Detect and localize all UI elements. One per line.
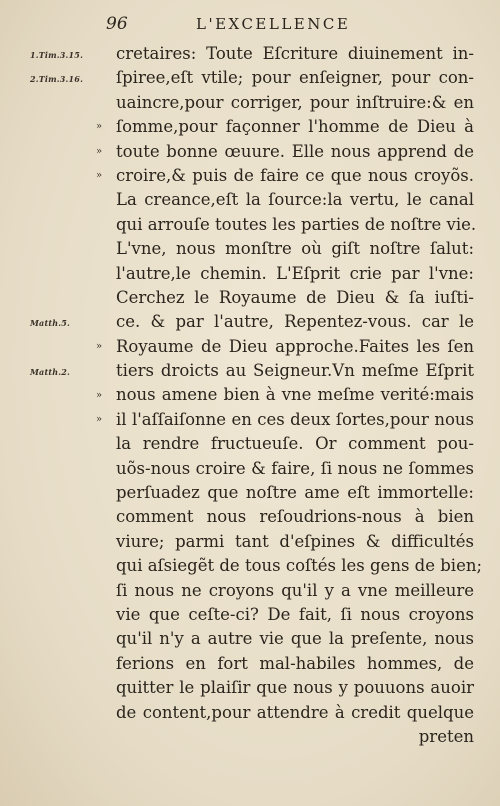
running-title: L'EXCELLENCE <box>196 15 351 33</box>
text-line: ſi nous ne croyons qu'il y a vne meilleure <box>116 580 474 600</box>
text-line: l'autre,le chemin. L'Eſprit crie par l'vne: <box>116 263 474 283</box>
text-line: de content,pour attendre à credit quelque <box>116 702 474 722</box>
text-line: qu'il n'y a autre vie que la preſente, nous <box>116 629 474 649</box>
text-line: La creance,eſt la ſource:la vertu, le canal <box>116 190 474 210</box>
text-line: il l'aſſaiſonne en ces deux ſortes,pour nous <box>116 409 474 429</box>
text-line: Royaume de Dieu approche.Faites les ſen <box>116 336 474 356</box>
text-line: L'vne, nous monſtre où giſt noſtre ſalut: <box>116 239 474 259</box>
text-line: nous amene bien à vne meſme verité:mais <box>116 385 474 405</box>
text-line: croire,& puis de faire ce que nous croyõs. <box>116 165 474 185</box>
text-line: ferions en fort mal-habiles hommes, de <box>116 653 474 673</box>
margin-reference: Matth.5. <box>30 318 70 329</box>
text-line: uaincre,pour corriger, pour inſtruire:& en <box>116 92 474 112</box>
margin-reference: 2.Tim.3.16. <box>30 74 84 85</box>
text-line: cretaires: Toute Eſcriture diuinement in- <box>116 44 474 63</box>
text-line: ſpiree,eſt vtile; pour enſeigner, pour con- <box>116 68 474 88</box>
text-line: tiers droicts au Seigneur.Vn meſme Eſprit <box>116 361 474 381</box>
page-number: 96 <box>106 14 128 34</box>
text-line: qui arrouſe toutes les parties de noſtre vie. <box>116 214 477 234</box>
text-line: quitter le plaiſir que nous y pouuons auoir <box>116 678 474 698</box>
text-line: ce. & par l'autre, Repentez-vous. car le <box>116 312 474 332</box>
quotation-mark: » <box>96 389 103 401</box>
text-line: vie que ceſte-ci? De fait, ſi nous croyons <box>116 604 474 624</box>
text-line: uõs-nous croire & faire, ſi nous ne ſommes <box>116 458 474 478</box>
quotation-mark: » <box>96 145 103 157</box>
text-line: Cerchez le Royaume de Dieu & ſa iuſti- <box>116 287 474 307</box>
text-line: toute bonne œuure. Elle nous apprend de <box>116 141 474 161</box>
text-line: viure; parmi tant d'eſpines & difficultés <box>116 531 474 551</box>
quotation-mark: » <box>96 121 103 133</box>
margin-reference: 1.Tim.3.15. <box>30 50 84 60</box>
text-line: preten <box>418 726 474 746</box>
quotation-mark: » <box>96 340 103 352</box>
text-line: ſomme,pour façonner l'homme de Dieu à <box>116 117 474 137</box>
text-line: la rendre fructueuſe. Or comment pou- <box>116 434 474 454</box>
text-line: perſuadez que noſtre ame eſt immortelle: <box>116 483 474 503</box>
quotation-mark: » <box>96 414 103 425</box>
text-line: qui aſsiegẽt de tous coſtés les gens de bien; <box>116 556 483 576</box>
text-line: comment nous reſoudrions-nous à bien <box>116 507 474 527</box>
margin-reference: Matth.2. <box>30 367 70 378</box>
body-text <box>116 42 483 749</box>
page-header <box>106 14 476 38</box>
quotation-mark: » <box>96 170 103 181</box>
